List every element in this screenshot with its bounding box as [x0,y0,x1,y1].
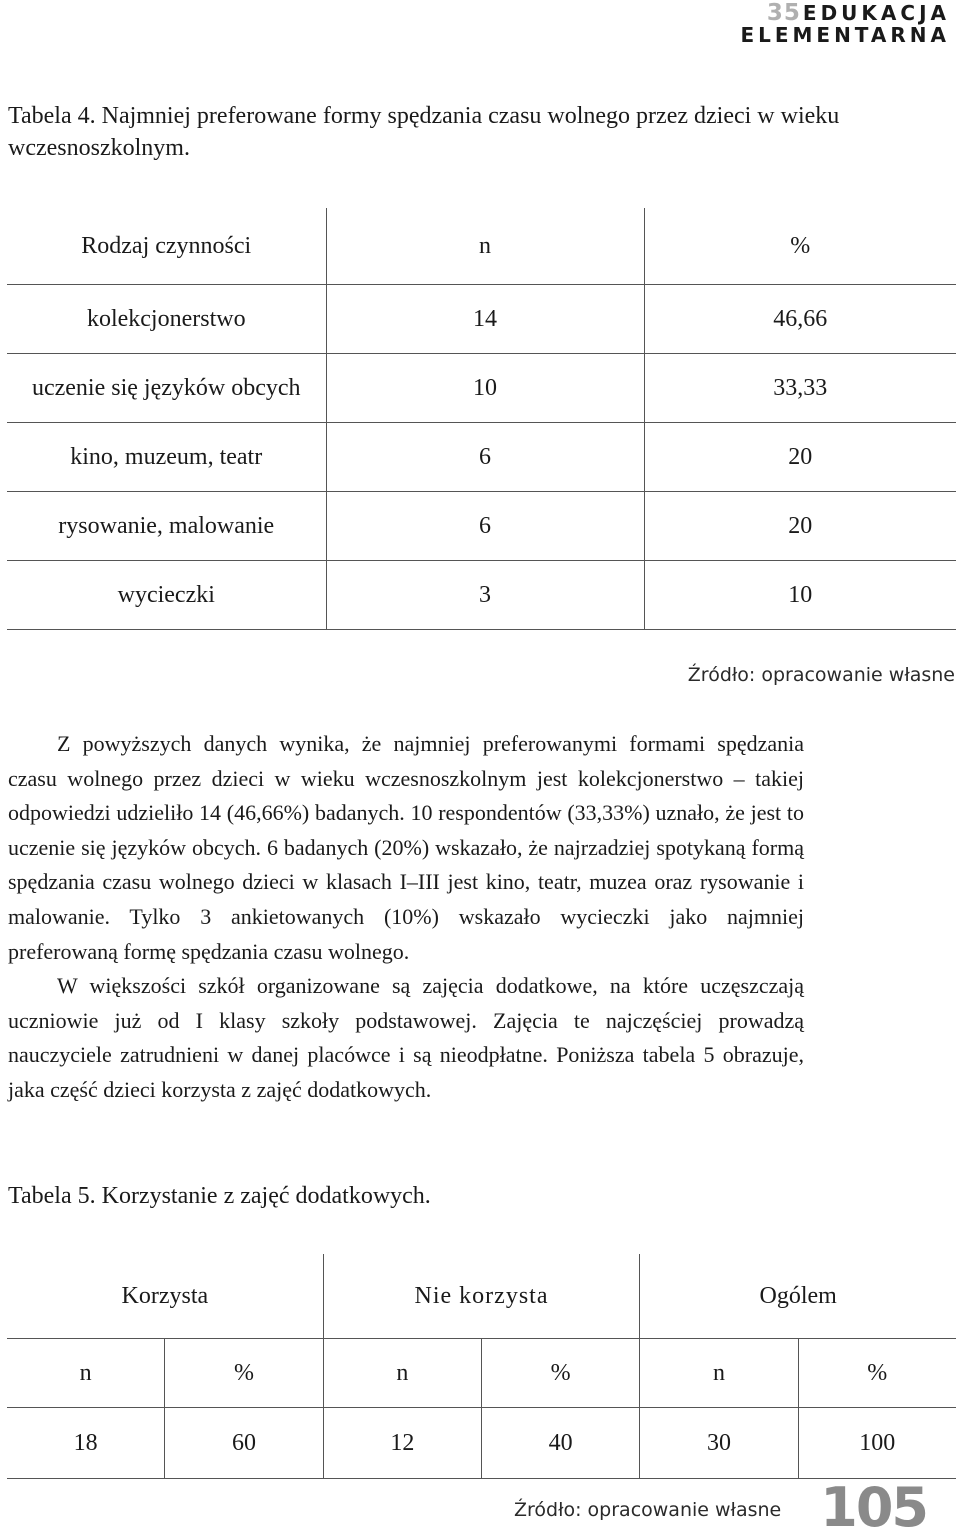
table5-header-korzysta: Korzysta [7,1254,323,1339]
table-row [7,1408,956,1479]
table5-subheader-n: n [323,1339,481,1408]
table5-cell: 60 [165,1408,323,1479]
table4-header-n: n [326,208,644,285]
table-row [7,423,956,492]
body-text [8,727,804,1108]
table4-cell-activity: uczenie się języków obcych [7,354,326,423]
table4-cell-activity: kolekcjonerstwo [7,285,326,354]
table5-header-nie-korzysta: Nie korzysta [323,1254,640,1339]
table4 [7,208,956,630]
paragraph: Z powyższych danych wynika, że najmniej preferowanymi formami spędzania czasu wolnego przez dzieci w wieku wczesnoszkolnym jest kolekcjonerstwo – takiej odpowiedzi udzieliło 14 (46,66%) badanych. 10 respondentów (33,33%) uznało, że jest to uczenie się języków obcych. 6 badanych (20%) wskazało, że najrzadziej spotykaną formą spędzania czasu wolnego dzieci w klasach I–III jest kino, teatr, muzea oraz rysowanie i malowanie. Tylko 3 ankietowanych (10%) wskazało wycieczki jako najmniej preferowaną formę spędzania czasu wolnego. [8,731,804,964]
table4-header-activity: Rodzaj czynności [7,208,326,285]
table5-sub-header-row [7,1339,956,1408]
table5-subheader-n: n [7,1339,165,1408]
table5-cell: 30 [640,1408,798,1479]
table4-cell-percent: 10 [644,561,956,630]
table4-cell-n: 6 [326,423,644,492]
table4-cell-percent: 20 [644,492,956,561]
table4-cell-percent: 46,66 [644,285,956,354]
table5 [7,1254,956,1479]
table5-group-header-row [7,1254,956,1339]
journal-name-line1: EDUKACJA [802,1,950,25]
page-number: 105 [820,1476,927,1539]
table4-cell-percent: 33,33 [644,354,956,423]
table5-subheader-percent: % [798,1339,956,1408]
paragraph: W większości szkół organizowane są zajęcia dodatkowe, na które uczęszczają uczniowie już od I klasy szkoły podstawowej. Zajęcia te najczęściej prowadzą nauczyciele zatrudnieni w danej placówce i są nieodpłatne. Poniższa tabela 5 obrazuje, jaka część dzieci korzysta z zajęć dodatkowych. [8,973,804,1102]
table4-cell-n: 14 [326,285,644,354]
table5-caption: Tabela 5. Korzystanie z zajęć dodatkowych. [8,1183,431,1209]
table-row [7,354,956,423]
table4-cell-percent: 20 [644,423,956,492]
table4-source: Źródło: opracowanie własne [687,664,955,686]
table4-caption: Tabela 4. Najmniej preferowane formy spędzania czasu wolnego przez dzieci w wieku wczesnoszkolnym. [8,103,840,161]
table4-header-percent: % [644,208,956,285]
table4-cell-n: 10 [326,354,644,423]
issue-number: 35 [766,0,801,26]
table4-cell-n: 6 [326,492,644,561]
table-row [7,561,956,630]
table5-subheader-percent: % [482,1339,640,1408]
table5-subheader-n: n [640,1339,798,1408]
table4-cell-activity: kino, muzeum, teatr [7,423,326,492]
table-row [7,492,956,561]
journal-header [740,2,950,46]
table5-source: Źródło: opracowanie własne [514,1499,782,1521]
table5-subheader-percent: % [165,1339,323,1408]
table4-cell-activity: rysowanie, malowanie [7,492,326,561]
table5-cell: 18 [7,1408,165,1479]
journal-name-line2: ELEMENTARNA [740,23,950,47]
table5-cell: 40 [482,1408,640,1479]
table4-cell-n: 3 [326,561,644,630]
journal-header-line1 [740,2,950,24]
table4-header-row [7,208,956,285]
table-row [7,285,956,354]
table5-cell: 100 [798,1408,956,1479]
table5-cell: 12 [323,1408,481,1479]
table5-header-ogolem: Ogólem [640,1254,956,1339]
table4-cell-activity: wycieczki [7,561,326,630]
